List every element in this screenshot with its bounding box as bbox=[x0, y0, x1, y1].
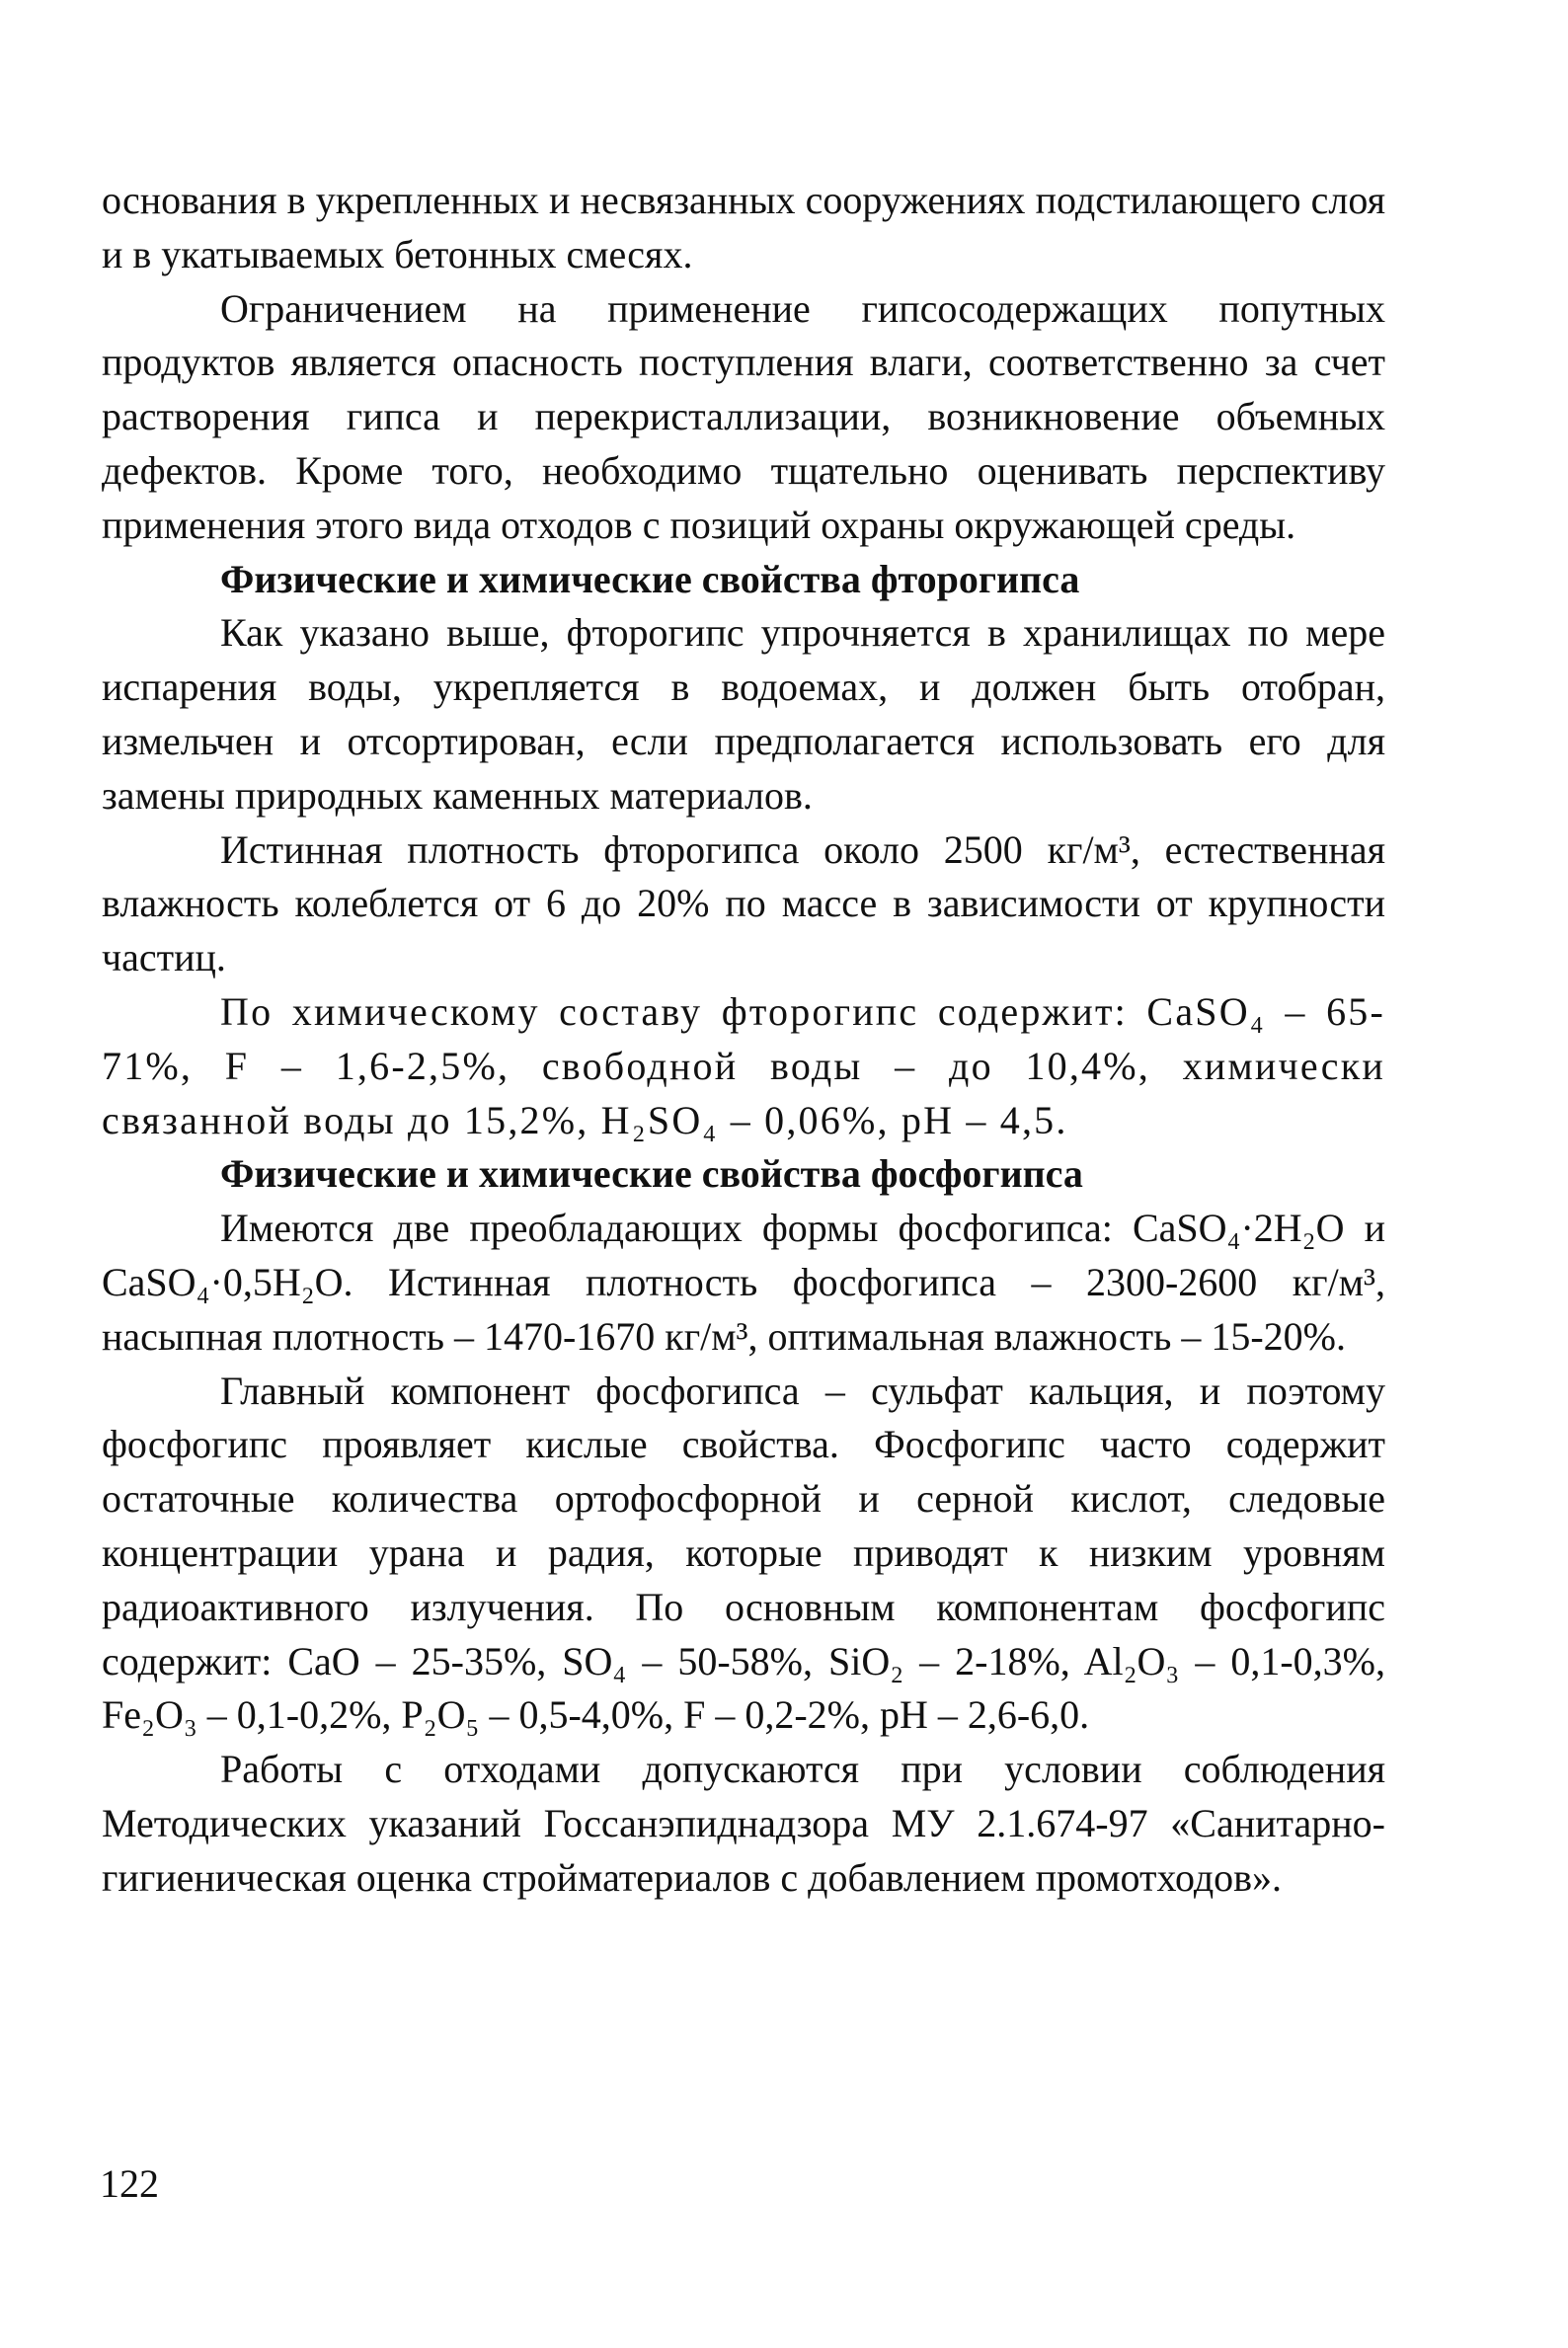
heading-phosphogypsum: Физические и химические свойства фосфогипса bbox=[220, 1151, 1083, 1197]
heading-fluorogypsum: Физические и химические свойства фторогипса bbox=[220, 556, 1080, 601]
paragraph-limitations: Ограничением на применение гипсосодержащих попутных продуктов является опасность поступления влаги, соответственно за счет растворения гипса и перекристаллизации, возникновение объемных дефектов. Кроме того, необходимо тщательно оценивать перспективу применения этого вида отходов с позиций охраны окружающей среды. bbox=[102, 285, 1385, 547]
paragraph-fluorogypsum-density: Истинная плотность фторогипса около 2500 кг/м³, естественная влажность колеблется от 6 до 20% по массе в зависимости от крупности частиц. bbox=[102, 826, 1385, 980]
paragraph-continuation: основания в укрепленных и несвязанных сооружениях подстилающего слоя и в укатываемых бетонных смесях. bbox=[102, 178, 1385, 276]
paragraph-phosphogypsum-components: Главный компонент фосфогипса – сульфат кальция, и поэтому фосфогипс проявляет кислые свойства. Фосфогипс часто содержит остаточные количества ортофосфорной и серной кислот, следовые концентрации урана и радия, которые приводят к низким уровням радиоактивного излучения. По основным компонентам фосфогипс содержит: CaO – 25-35%, SO₄ – 50-58%, SiO₂ – 2-18%, Al₂O₃ – 0,1-0,3%, Fe₂O₃ – 0,1-0,2%, P₂O₅ – 0,5-4,0%, F – 0,2-2%, pH – 2,6-6,0. bbox=[102, 1368, 1385, 1738]
page-body bbox=[102, 174, 1385, 1906]
paragraph-fluorogypsum-storage: Как указано выше, фторогипс упрочняется в хранилищах по мере испарения воды, укрепляется в водоемах, и должен быть отобран, измельчен и отсортирован, если предполагается использовать его для замены природных каменных материалов. bbox=[102, 610, 1385, 818]
paragraph-regulations: Работы с отходами допускаются при условии соблюдения Методических указаний Госсанэпиднадзора МУ 2.1.674-97 «Санитарно-гигиеническая оценка стройматериалов с добавлением промотходов». bbox=[102, 1747, 1385, 1900]
page-number: 122 bbox=[100, 2161, 159, 2206]
paragraph-phosphogypsum-forms: Имеются две преобладающих формы фосфогипса: CaSO₄·2H₂O и CaSO₄·0,5H₂O. Истинная плотность фосфогипса – 2300-2600 кг/м³, насыпная плотность – 1470-1670 кг/м³, оптимальная влажность – 15-20%. bbox=[102, 1206, 1385, 1359]
paragraph-fluorogypsum-composition: По химическому составу фторогипс содержит: CaSO₄ – 65-71%, F – 1,6-2,5%, свободной воды – до 10,4%, химически связанной воды до 15,2%, H₂SO₄ – 0,06%, pH – 4,5. bbox=[102, 988, 1385, 1142]
